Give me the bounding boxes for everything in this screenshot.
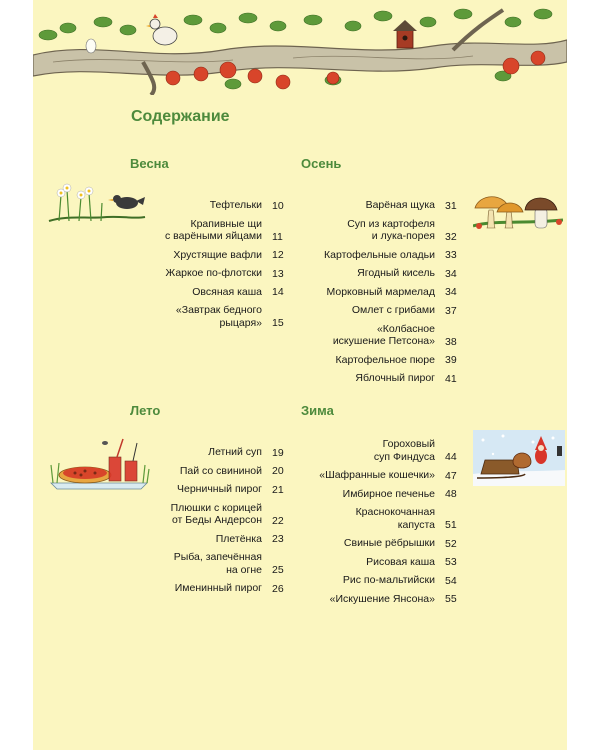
toc-entry-page: 47 (445, 469, 457, 482)
page-title: Содержание (131, 108, 230, 125)
toc-entry-title: Морковный мармелад (326, 285, 435, 298)
toc-entry-page: 32 (445, 230, 457, 243)
tree-branch-illustration (33, 0, 567, 95)
toc-entry[interactable] (295, 592, 457, 606)
toc-list-autumn (295, 199, 457, 391)
toc-entry-page: 38 (445, 335, 457, 348)
toc-entry[interactable] (138, 483, 284, 496)
toc-entry-title: Рис по-мальтийски (342, 574, 435, 586)
toc-entry-title: Летний суп (208, 446, 262, 458)
toc-entry-title: Суп из картофеля и лука-порея (347, 217, 435, 242)
toc-entry-title: Пай со свининой (179, 464, 262, 477)
toc-entry-title: Рыба, запечённая на огне (173, 551, 262, 576)
toc-entry[interactable] (295, 372, 457, 385)
toc-entry[interactable] (295, 248, 457, 262)
toc-entry-page: 39 (445, 354, 457, 366)
section-heading-autumn: Осень (301, 156, 342, 171)
toc-entry[interactable] (295, 267, 457, 280)
toc-entry-title: Свиные рёбрышки (343, 537, 435, 549)
book-page (33, 0, 567, 750)
toc-entry-page: 41 (445, 372, 457, 385)
toc-entry-page: 15 (272, 317, 284, 329)
toc-entry-page: 34 (445, 286, 457, 298)
toc-entry-page: 11 (272, 230, 283, 243)
toc-entry-page: 44 (445, 451, 457, 463)
toc-entry-page: 52 (445, 537, 457, 550)
toc-entry[interactable] (138, 285, 284, 299)
toc-entry-title: Омлет с грибами (351, 304, 435, 316)
toc-entry-title: Овсяная каша (192, 285, 262, 298)
winter-sled-illustration (473, 430, 565, 486)
toc-entry[interactable] (295, 469, 457, 482)
toc-entry-page: 13 (272, 267, 284, 280)
toc-entry[interactable] (138, 532, 284, 546)
toc-entry[interactable] (295, 353, 457, 367)
toc-entry-page: 31 (445, 199, 457, 212)
toc-list-summer (138, 446, 284, 601)
toc-entry-title: Ягодный кисель (357, 267, 435, 279)
toc-entry-title: Черничный пирог (177, 483, 262, 495)
toc-entry[interactable] (295, 285, 457, 299)
toc-entry-title: Краснокочанная капуста (355, 506, 435, 531)
section-heading-spring: Весна (130, 156, 169, 171)
toc-entry[interactable] (138, 464, 284, 478)
section-heading-winter: Зима (301, 403, 334, 418)
toc-entry-title: Хрустящие вафли (173, 248, 262, 261)
toc-entry-title: «Искушение Янсона» (329, 592, 435, 605)
toc-entry-page: 53 (445, 556, 457, 568)
toc-entry-title: Картофельные оладьи (324, 248, 435, 261)
toc-entry-title: Гороховый суп Финдуса (373, 438, 435, 463)
toc-entry[interactable] (138, 199, 284, 212)
toc-entry[interactable] (295, 304, 457, 317)
toc-entry-title: «Завтрак бедного рыцаря» (175, 304, 262, 329)
toc-entry-title: Крапивные щи с варёными яйцами (165, 217, 262, 242)
toc-entry[interactable] (295, 537, 457, 550)
toc-entry-page: 14 (272, 286, 284, 298)
toc-entry-page: 26 (272, 582, 284, 595)
toc-list-spring (138, 199, 284, 335)
toc-entry-title: Рисовая каша (366, 555, 435, 568)
toc-entry-title: Плетёнка (215, 532, 262, 545)
toc-entry[interactable] (138, 446, 284, 459)
toc-entry-page: 54 (445, 574, 457, 587)
toc-entry-title: Тефтельки (209, 199, 262, 211)
toc-entry[interactable] (295, 506, 457, 531)
toc-entry[interactable] (138, 551, 284, 576)
toc-entry[interactable] (295, 322, 457, 348)
toc-entry[interactable] (295, 438, 457, 463)
toc-entry-title: Варёная щука (365, 199, 435, 211)
toc-entry-title: Картофельное пюре (335, 353, 435, 366)
toc-entry[interactable] (138, 217, 283, 243)
toc-entry-page: 19 (272, 446, 284, 459)
section-heading-summer: Лето (130, 403, 161, 418)
toc-entry-title: Именинный пирог (174, 582, 262, 594)
toc-entry-page: 25 (272, 564, 284, 576)
toc-entry[interactable] (138, 267, 284, 280)
toc-entry-page: 55 (445, 593, 457, 605)
toc-entry[interactable] (138, 304, 284, 329)
toc-entry-page: 20 (272, 465, 284, 477)
toc-entry[interactable] (138, 582, 284, 595)
toc-entry-page: 51 (445, 519, 457, 531)
toc-entry-page: 10 (272, 199, 284, 212)
toc-entry-page: 21 (272, 483, 284, 496)
pizza-drinks-illustration (47, 435, 151, 490)
toc-entry[interactable] (295, 487, 457, 501)
mushrooms-illustration (473, 182, 563, 232)
toc-entry-title: «Колбасное искушение Петсона» (332, 322, 435, 347)
toc-entry-page: 23 (272, 533, 284, 545)
toc-entry[interactable] (295, 199, 457, 212)
toc-entry-title: «Шафранные кошечки» (319, 469, 435, 481)
flowers-bird-illustration (47, 175, 147, 225)
toc-entry[interactable] (295, 217, 457, 243)
toc-entry-page: 34 (445, 267, 457, 280)
toc-entry-page: 37 (445, 304, 457, 317)
toc-entry-title: Жаркое по-флотски (165, 267, 262, 279)
toc-entry[interactable] (138, 248, 284, 262)
toc-entry[interactable] (138, 501, 284, 527)
toc-entry-page: 48 (445, 488, 457, 500)
toc-entry-page: 22 (272, 514, 284, 527)
toc-list-winter (295, 438, 457, 611)
toc-entry[interactable] (295, 574, 457, 587)
toc-entry-page: 33 (445, 249, 457, 261)
toc-entry[interactable] (295, 555, 457, 569)
toc-entry-title: Плюшки с корицей от Беды Андерсон (170, 501, 262, 526)
toc-entry-title: Имбирное печенье (342, 487, 435, 500)
toc-entry-page: 12 (272, 249, 284, 261)
toc-entry-title: Яблочный пирог (355, 372, 435, 384)
